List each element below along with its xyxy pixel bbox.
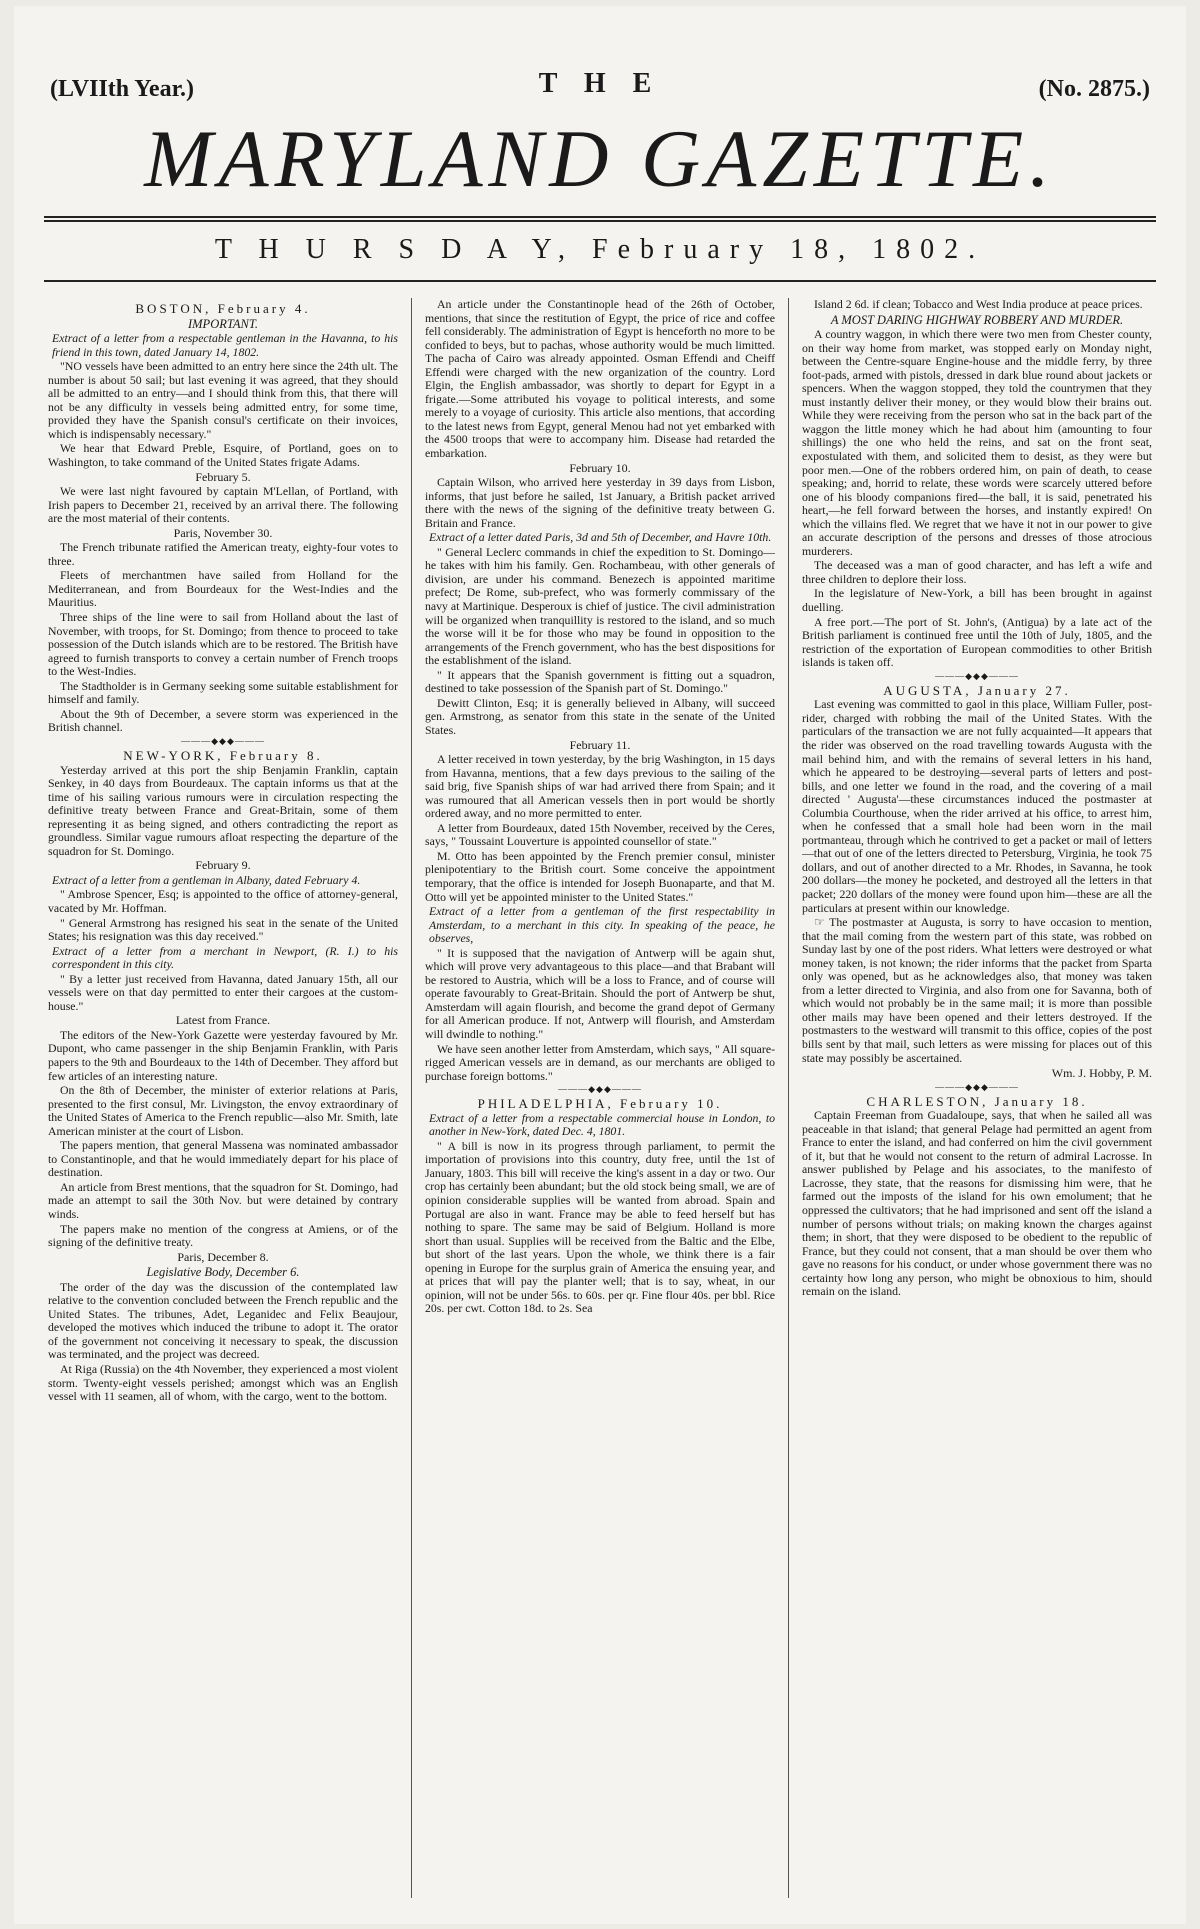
extract-heading: Extract of a letter from a respectable gentleman in the Havanna, to his friend in this town, dated January 14, 1802. — [52, 331, 398, 359]
ornament-divider: ———◆◆◆——— — [935, 1081, 1019, 1092]
paragraph: The Stadtholder is in Germany seeking some suitable establishment for himself and family. — [48, 678, 398, 707]
issue-dateline: T H U R S D A Y, February 18, 1802. — [214, 234, 986, 265]
paragraph: " It is supposed that the navigation of Antwerp will be again shut, which will prove very advantageous to this place—and that Brabant will be restored to Austria, which will be a loss to France, and of course will operate favourably to Great-Britain. Should the port of Antwerp be shut, Amsterdam will again flourish, and become the grand depot of Germany for all American produce. If not, Antwerp will flourish, and Amsterdam will dwindle to nothing." — [425, 945, 775, 1041]
extract-heading: Extract of a letter dated Paris, 3d and 5th of December, and Havre 10th. — [429, 530, 772, 545]
extract-heading: Extract of a letter from a gentleman of the first respectability in Amsterdam, to a merchant in this city. In speaking of the peace, he observes, — [429, 904, 775, 946]
column-1 — [48, 298, 398, 1913]
date-subhead: February 10. — [569, 460, 631, 475]
heading-highway-robbery: A MOST DARING HIGHWAY ROBBERY AND MURDER. — [830, 312, 1124, 327]
paragraph: " Ambrose Spencer, Esq; is appointed to the office of attorney-general, vacated by Mr. Hoffman. — [48, 887, 398, 915]
columns — [48, 298, 1152, 1913]
paragraph: A country waggon, in which there were two men from Chester county, on their way home from market, was stopped early on Monday night, between the Centre-square Engine-house and the middle ferry, by three foot-pads, armed with pistols, dressed in dark blue round about jackets or spencers. When the waggon stopped, they told the countrymen that they must instantly deliver their money, or they would blow their brains out. While they were receiving from the person who sat in the back part of the waggon the little money which he had about him (amounting to four shillings) the one who held the reins, and sat on the front seat, expostulated with them, and solicited them to desist, as they were but poor men.—One of the robbers ordered him, on pain of death, to cease speaking; and, horrid to relate, these words were scarcely uttered before one of his bloody companions fired—the ball, it is said, penetrated his heart,—he fell forward between the horses, and instantly expired! On which the villains fled. We regret that we have it not in our power to give an accurate description of the persons and dresses of those atrocious murderers. — [802, 327, 1152, 558]
paragraph: " A bill is now in its progress through parliament, to permit the importation of provisions into this country, duty free, until the 1st of January, 1803. This bill will receive the king's assent in a day or two. Our crop has certainly been abundant; but the old stock being small, we are of opinion considerable supplies will be wanted from abroad. Spain and Portugal are also in want. France may be able to feed herself but has nothing to spare. The same may be said of Belgium. Holland is more short than usual. Supplies will be received from the Baltic and the Elbe, but short of the last years. Upon the whole, we think there is a fair opening in Europe for the surplus grain of America the ensuing year, and at prices that will pay the planter well; that is to say, wheat, in our opinion, will not be under 56s. to 60s. per qr. Fine flour 40s. per bbl. Rice 20s. per cwt. Cotton 18d. to 2s. Sea — [425, 1138, 775, 1316]
paragraph: Three ships of the line were to sail from Holland about the last of November, with troops, for St. Domingo; from thence to proceed to take possession of the Dutch islands which are to be restored. The British have agreed to furnish transports to convey a certain number of French troops to the West-Indies. — [48, 610, 398, 679]
paragraph: A letter from Bourdeaux, dated 15th November, received by the Ceres, says, " Toussaint Louverture is appointed counsellor of state." — [425, 820, 775, 849]
paragraph: The French tribunate ratified the American treaty, eighty-four votes to three. — [48, 540, 398, 568]
ornament-divider: ———◆◆◆——— — [935, 670, 1019, 681]
dateline-charleston: CHARLESTON, January 18. — [866, 1093, 1088, 1109]
dateline-philadelphia: PHILADELPHIA, February 10. — [477, 1096, 723, 1112]
section-subhead: Latest from France. — [175, 1013, 271, 1028]
paragraph: ☞ The postmaster at Augusta, is sorry to have occasion to mention, that the mail coming from the western part of this state, was robbed on Sunday last by one of the post riders. What letters were destroyed or what money taken, is not known; the rider informs that the packet from Sparta only was opened, but as he acknowledges also, that money was taken from a letter directed to Virginia, and also from one for Savanna, both of which would not probably be in the same mail; it is more than possible other mails may have been opened and their letters destroyed. If the postmasters to the westward will transmit to this office, copies of the post bills sent by that mail, such letters as were missing for places out of this state may possibly be ascertained. — [802, 915, 1152, 1065]
paragraph: A letter received in town yesterday, by the brig Washington, in 15 days from Havanna, mentions, that a few days previous to the sailing of the said brig, five Spanish ships of war had arrived there from Spain; and it was rumoured that all American vessels then in port would be shortly ordered away, and no more permitted to enter. — [425, 752, 775, 821]
extract-heading: Extract of a letter from a merchant in Newport, (R. I.) to his correspondent in this city. — [52, 943, 398, 972]
paragraph: We hear that Edward Preble, Esquire, of Portland, goes on to Washington, to take command of the United States frigate Adams. — [48, 441, 398, 470]
paragraph: In the legislature of New-York, a bill has been brought in against duelling. — [802, 586, 1152, 615]
subhead-legislative-body: Legislative Body, December 6. — [146, 1265, 300, 1280]
paragraph: A free port.—The port of St. John's, (Antigua) by a late act of the British parliament is continued free until the 10th of July, 1805, and the restriction of the exportation of European commodities to other British islands is taken off. — [802, 614, 1152, 670]
newspaper-title: MARYLAND GAZETTE. — [144, 113, 1056, 204]
date-subhead: February 9. — [195, 858, 251, 873]
column-2 — [425, 298, 775, 1913]
paragraph: The papers make no mention of the congress at Amiens, or of the signing of the definitive treaty. — [48, 1221, 398, 1250]
masthead — [14, 6, 1186, 265]
paragraph: " By a letter just received from Havanna, dated January 15th, all our vessels were on that day permitted to enter their cargoes at the custom-house." — [48, 971, 398, 1013]
masthead-rule-top — [44, 216, 1156, 218]
ornament-divider: ———◆◆◆——— — [181, 735, 265, 746]
dateline-boston: BOSTON, February 4. — [135, 301, 311, 316]
volume-year: (LVIIth Year.) — [50, 76, 195, 102]
date-subhead: February 11. — [569, 737, 631, 752]
paragraph: "NO vessels have been admitted to an entry here since the 24th ult. The number is about 50 sail; but last evening it was agreed, that they should all be admitted to an entry—and I should think from this, that there will not be any difficulty in vessels being admitted entry, for some time, provided they have the Spanish consul's certificate on their invoices, which is indispensably necessary." — [48, 359, 398, 441]
date-subhead: February 5. — [195, 469, 251, 484]
issue-number: (No. 2875.) — [1038, 76, 1150, 102]
paragraph: The order of the day was the discussion of the contemplated law relative to the convention concluded between the French republic and the United States. The tribunes, Adet, Leganidec and Felix Beaujour, developed the motives which induced the tribune to adopt it. The orator of the government not conceiving it necessary to speak, the discussion was terminated, and the project was decreed. — [48, 1279, 398, 1362]
paragraph: Fleets of merchantmen have sailed from Holland for the Mediterranean, and from Bourdeaux for the West-Indies and the Mauritius. — [48, 568, 398, 610]
paragraph: Last evening was committed to gaol in this place, William Fuller, post-rider, charged with robbing the mail of the United States. With the particulars of the transaction we are not fully acquainted—It appears that the rider was observed on the road travelling towards Augusta with the mail behind him, and with the remains of several letters in his hand, which he appeared to be destroying—several parts of letters and post-bills, and one letter we found in the road, and the covering of a mail directed ' Augusta'—these circumstances induced the postmaster at Columbia Courthouse, when the rider arrived at his office, to arrest him, when he confessed that a small hole had been worn in the mail portmanteau, through which he contrived to get a packet or mail of letters—that out of one of the letters directed to Petersburg, Virginia, he took 75 dollars, and out of another directed to a Mr. Rhodes, in Savanna, he took 200 dollars—the money he pocketed, and destroyed all the letters in that packet; 220 dollars of the money were found upon him—these are all the particulars at present within our knowledge. — [802, 697, 1152, 915]
paragraph: On the 8th of December, the minister of exterior relations at Paris, presented to the first consul, Mr. Livingston, the envoy extraordinary of the United States of America to the French republic—also Mr. Smith, late American minister at the court of Lisbon. — [48, 1083, 398, 1138]
paragraph: We were last night favoured by captain M'Lellan, of Portland, with Irish papers to December 21, received by an arrival there. The following are the most material of their contents. — [48, 484, 398, 526]
paragraph: Captain Wilson, who arrived here yesterday in 39 days from Lisbon, informs, that just before he sailed, 1st January, a British packet arrived there with the news of the signing of the definitive treaty between G. Britain and France. — [425, 475, 775, 530]
paragraph: The editors of the New-York Gazette were yesterday favoured by Mr. Dupont, who came passenger in the ship Benjamin Franklin, with Paris papers to the 9th and Bourdeaux to the 14th of December. They afford but few articles of an interesting nature. — [48, 1027, 398, 1083]
paragraph: Yesterday arrived at this port the ship Benjamin Franklin, captain Senkey, in 40 days from Bourdeaux. The captain informs us that at the time of his sailing various rumours were in circulation respecting the definitive treaty between France and Great-Britain, some of them representing it as being signed, and others contradicting the report as groundless. Similar vague rumours afloat respecting the departure of the squadron for St. Domingo. — [48, 762, 398, 858]
paragraph: We have seen another letter from Amsterdam, which says, " All square-rigged American vessels are in demand, as our merchants are obliged to purchase foreign bottoms." — [425, 1041, 775, 1083]
paragraph: The deceased was a man of good character, and has left a wife and three children to deplore their loss. — [802, 558, 1152, 586]
heading-important: IMPORTANT. — [187, 316, 259, 331]
paragraph: Captain Freeman from Guadaloupe, says, that when he sailed all was peaceable in that island; that general Pelage had permitted an agent from France to enter the island, and had conferred on him the civil government of it, but that he would not consent to the return of admiral Lacrosse. In answer published by Pelage and his associates, to the manifesto of Lacrosse, they state, that the reasons for dismissing him were, that he farmed out the imposts of the island for his own emolument; that he oppressed the cultivators; that he had imprisoned and sent off the island a number of persons without trials; on making known the charges against them; in short, that they were disposed to be obedient to the republic of France, but they could not consent, that a man should be over them who gave no reasons for his conduct, or under whose government there was no certainty how long any person, who might be obnoxious to him, should remain on the island. — [802, 1108, 1152, 1299]
paragraph: At Riga (Russia) on the 4th November, they experienced a most violent storm. Twenty-eight vessels perished; amongst which was an English vessel with 11 seamen, all of whom, with the cargo, went to the bottom. — [48, 1362, 398, 1404]
paragraph: " It appears that the Spanish government is fitting out a squadron, destined to take possession of the Spanish part of St. Domingo." — [425, 667, 775, 696]
paragraph: An article under the Constantinople head of the 26th of October, mentions, that since the restitution of Egypt, the price of rice and coffee fell considerably. The administration of Egypt is henceforth no more to be confided to beys, but to pachas, whose authority would be much limitted. The pacha of Cairo was already appointed. Osman Effendi and Cheiff Effendi were charged with the new organization of the country. Lord Elgin, the English ambassador, was shortly to depart for Egypt in a frigate.—Some attributed his voyage to political interests, and some merely to a voyage of curiosity. This article also mentions, that according to the latest news from Egypt, general Menou had not yet embarked with the 4500 troops that were to accompany him. Disease had retarded the embarkation. — [425, 298, 775, 461]
paragraph: Dewitt Clinton, Esq; it is generally believed in Albany, will succeed gen. Armstrong, as senator from this state in the senate of the United States. — [425, 695, 775, 737]
masthead-rule-top-thin — [44, 220, 1156, 222]
extract-heading: Extract of a letter from a respectable commercial house in London, to another in New-York, dated Dec. 4, 1801. — [429, 1110, 775, 1139]
dateline-augusta: AUGUSTA, January 27. — [883, 682, 1071, 698]
ornament-divider: ———◆◆◆——— — [558, 1084, 642, 1095]
paragraph: " General Leclerc commands in chief the expedition to St. Domingo—he takes with him his family. Gen. Rochambeau, with other generals of division, are under his command. Benezech is appointed maritime prefect; De Rome, sub-prefect, who was formerly commissary of the navy at Martinique. Desperoux is chief of justice. The civil administration will be organized when tranquillity is restored to the island, and so much the worse will it be for those who may be found in opposition to the arrangements of the French government, who has the best dispositions for the establishment of the island. — [425, 544, 775, 668]
masthead-rule-bottom — [44, 280, 1156, 282]
paragraph: Island 2 6d. if clean; Tobacco and West India produce at peace prices. — [814, 298, 1143, 311]
date-subhead: Paris, December 8. — [177, 1249, 269, 1264]
paragraph: An article from Brest mentions, that the squadron for St. Domingo, had made an attempt to sail the 30th Nov. but were detained by contrary winds. — [48, 1179, 398, 1221]
paragraph: About the 9th of December, a severe storm was experienced in the British channel. — [48, 706, 398, 735]
column-3 — [802, 298, 1152, 1913]
extract-heading: Extract of a letter from a gentleman in Albany, dated February 4. — [52, 872, 361, 887]
dateline-new-york: NEW-YORK, February 8. — [123, 747, 323, 763]
newspaper-page — [14, 6, 1186, 1924]
masthead-the: T H E — [538, 68, 662, 99]
paragraph: The papers mention, that general Massena was nominated ambassador to Constantinople, and that he would immediately depart for his place of destination. — [48, 1138, 398, 1180]
date-subhead: Paris, November 30. — [173, 525, 273, 540]
paragraph: " General Armstrong has resigned his seat in the senate of the United States; his resignation was this day received." — [48, 915, 398, 944]
paragraph: M. Otto has been appointed by the French premier consul, minister plenipotentiary to the British court. Some conceive the appointment temporary, that the office is intended for Joseph Buonaparte, and that M. Otto will yet be appointed minister to the United States." — [425, 848, 775, 904]
signature: Wm. J. Hobby, P. M. — [1051, 1066, 1152, 1081]
